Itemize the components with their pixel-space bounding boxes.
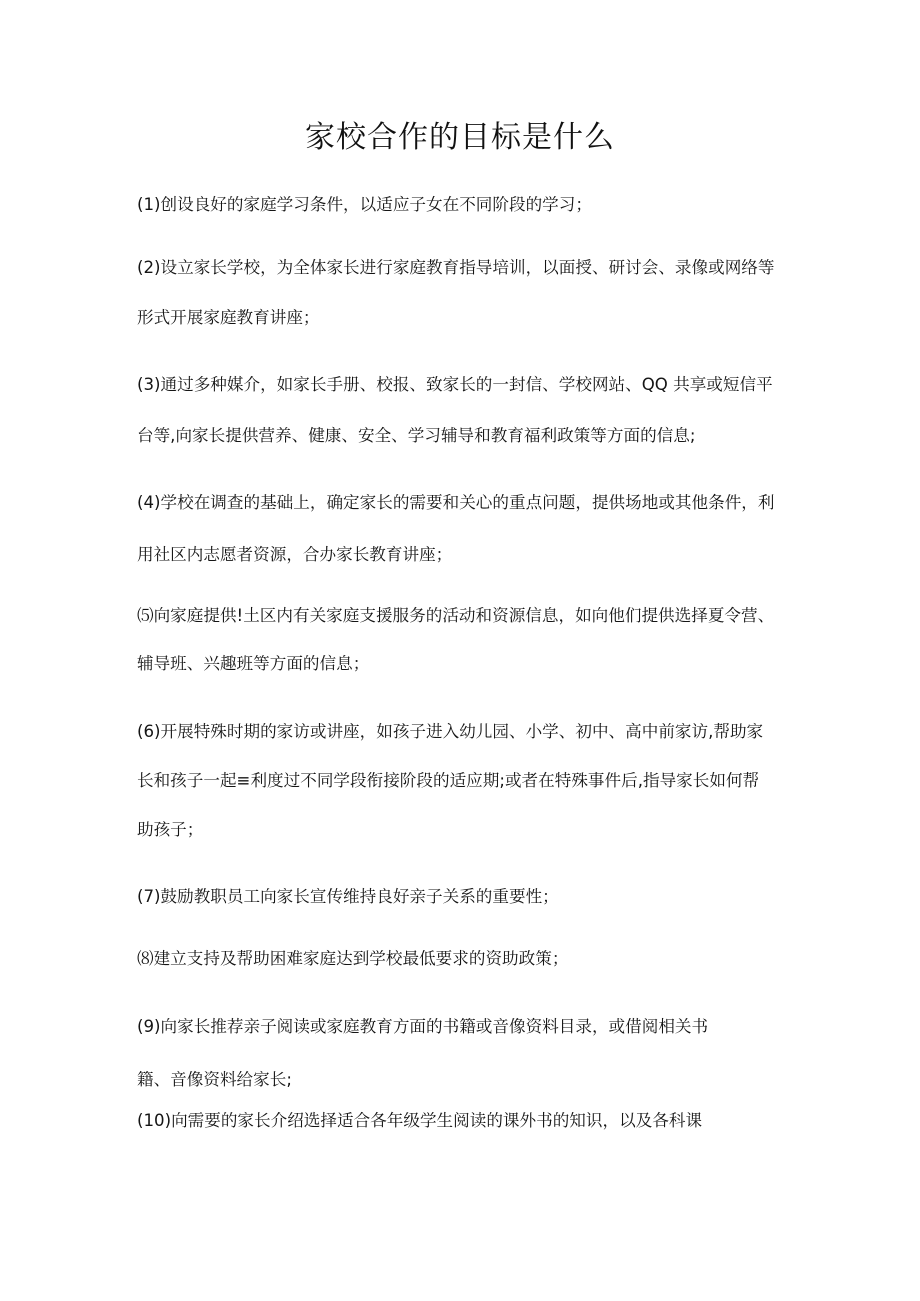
paragraph-6-line-3: 助孩子；	[137, 820, 204, 839]
paragraph-9-line-2: 籍、音像资料给家长;	[137, 1070, 292, 1089]
paragraph-5-line-2: 辅导班、兴趣班等方面的信息；	[137, 654, 370, 673]
paragraph-9-line-1: (9)向家长推荐亲子阅读或家庭教育方面的书籍或音像资料目录，或借阅相关书	[137, 1017, 709, 1036]
paragraph-10-line-1: (10)向需要的家长介绍选择适合各年级学生阅读的课外书的知识，以及各科课	[137, 1111, 703, 1130]
paragraph-6-line-2: 长和孩子一起≡利度过不同学段衔接阶段的适应期;或者在特殊事件后,指导家长如何帮	[137, 771, 760, 790]
paragraph-6-line-1: (6)开展特殊时期的家访或讲座，如孩子进入幼儿园、小学、初中、高中前家访,帮助家	[137, 722, 764, 741]
paragraph-3-line-2: 台等,向家长提供营养、健康、安全、学习辅导和教育福利政策等方面的信息;	[137, 426, 696, 445]
paragraph-8-line-1: ⑻建立支持及帮助困难家庭达到学校最低要求的资助政策；	[137, 949, 569, 968]
paragraph-3-line-1: (3)通过多种媒介，如家长手册、校报、致家长的一封信、学校网站、QQ 共享或短信平	[137, 375, 773, 394]
document-title: 家校合作的目标是什么	[305, 120, 615, 155]
paragraph-2-line-1: (2)设立家长学校，为全体家长进行家庭教育指导培训，以面授、研讨会、录像或网络等	[137, 258, 775, 277]
paragraph-7-line-1: (7)鼓励教职员工向家长宣传维持良好亲子关系的重要性；	[137, 887, 559, 906]
paragraph-4-line-2: 用社区内志愿者资源，合办家长教育讲座；	[137, 545, 453, 564]
paragraph-4-line-1: (4)学校在调查的基础上，确定家长的需要和关心的重点问题，提供场地或其他条件，利	[137, 493, 775, 512]
paragraph-5-line-1: ⑸向家庭提供!土区内有关家庭支援服务的活动和资源信息，如向他们提供选择夏令营、	[137, 606, 775, 625]
paragraph-2-line-2: 形式开展家庭教育讲座；	[137, 308, 320, 327]
paragraph-1-line-1: (1)创设良好的家庭学习条件，以适应子女在不同阶段的学习；	[137, 195, 592, 214]
